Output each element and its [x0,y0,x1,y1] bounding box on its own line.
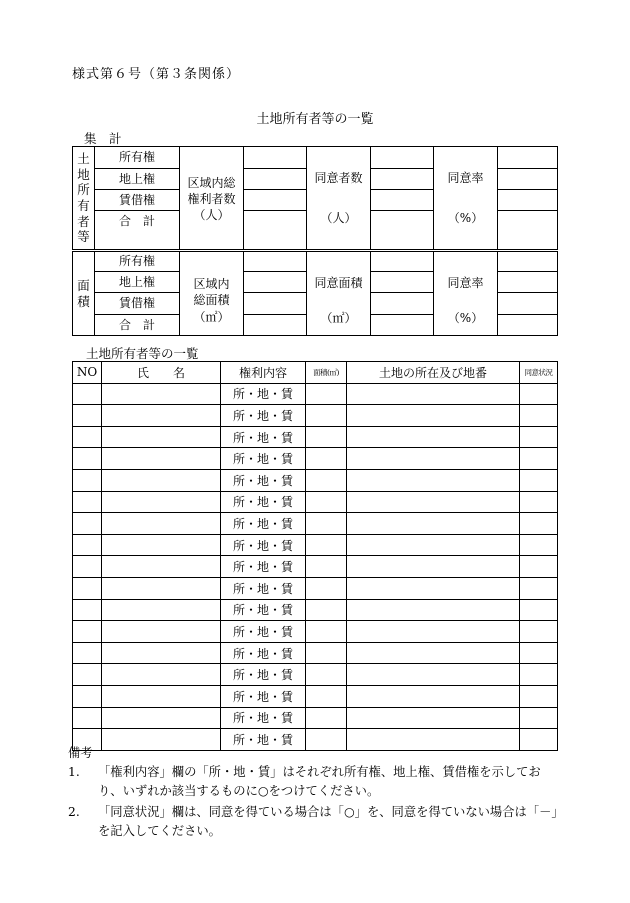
no-cell [73,448,102,470]
name-cell [102,599,221,621]
header-no: NO [73,362,102,384]
owners-total-cell [180,147,244,251]
notes-section [68,744,563,841]
no-cell [73,556,102,578]
area-cell [306,491,347,513]
name-cell [102,621,221,643]
right-type-label: 所有権 [95,147,180,169]
no-cell [73,469,102,491]
note-text: 「同意状況」欄は、同意を得ている場合は「○」を、同意を得ていない場合は「－」を記入してください。 [98,805,558,838]
no-cell [73,599,102,621]
no-cell [73,491,102,513]
location-cell [347,513,520,535]
right-type-label: 地上権 [95,272,180,293]
consent-cell [520,405,558,427]
rights-cell: 所・地・賃 [221,707,306,729]
notes-heading: 備考 [68,746,93,760]
table-row [73,556,558,578]
area-cell [306,534,347,556]
consent-cell [520,426,558,448]
location-cell [347,469,520,491]
table-row [73,469,558,491]
unit-label: （㎡） [193,309,230,324]
value-cell [498,293,558,315]
document-title: 土地所有者等の一覧 [256,112,374,127]
value-cell [244,147,307,169]
rights-cell: 所・地・賃 [221,599,306,621]
area-cell [306,577,347,599]
vertical-char: 面 [77,277,90,293]
area-rate-label: 同意率 [447,276,484,291]
location-cell [347,599,520,621]
value-cell [244,169,307,190]
location-cell [347,426,520,448]
location-cell [347,685,520,707]
label-line: 総面積 [193,293,230,308]
rights-cell: 所・地・賃 [221,729,306,751]
table-row [73,621,558,643]
value-cell [498,251,558,272]
name-cell [102,383,221,405]
rights-cell: 所・地・賃 [221,642,306,664]
unit-label: （人） [320,211,357,225]
value-cell [244,293,307,315]
area-cell [306,556,347,578]
consent-cell [520,469,558,491]
consent-cell [520,383,558,405]
header-rights: 権利内容 [221,362,306,384]
rights-cell: 所・地・賃 [221,621,306,643]
summary-heading: 集 計 [84,131,122,146]
unit-label: （%） [447,211,484,225]
table-row [73,383,558,405]
value-cell [498,211,558,251]
rights-cell: 所・地・賃 [221,577,306,599]
no-cell [73,621,102,643]
table-row [73,642,558,664]
value-cell [244,315,307,336]
location-cell [347,448,520,470]
rights-cell: 所・地・賃 [221,556,306,578]
consent-cell [520,513,558,535]
area-total-cell [180,251,244,336]
rights-cell: 所・地・賃 [221,534,306,556]
area-cell [306,685,347,707]
value-cell [371,251,434,272]
no-cell [73,685,102,707]
right-type-label: 地上権 [95,169,180,190]
header-name: 氏 名 [102,362,221,384]
name-cell [102,448,221,470]
rights-cell: 所・地・賃 [221,426,306,448]
form-number: 様式第６号（第３条関係） [72,67,241,82]
name-cell [102,577,221,599]
value-cell [244,251,307,272]
rights-cell: 所・地・賃 [221,491,306,513]
value-cell [371,169,434,190]
list-heading: 土地所有者等の一覧 [86,346,199,361]
table-row [73,707,558,729]
unit-label: （%） [447,310,484,325]
agree-area-label: 同意面積 [314,276,363,291]
value-cell [498,272,558,293]
table-row [73,491,558,513]
value-cell [498,147,558,169]
label-line: 区域内総 [187,175,236,190]
vertical-char: 地 [77,166,90,182]
table-row [73,599,558,621]
rate-label-cell [434,147,498,251]
area-rate-cell [434,251,498,336]
note-text: 「権利内容」欄の「所・地・賃」はそれぞれ所有権、地上権、賃借権を示しており、いずれか該当するものに○をつけてください。 [98,765,541,798]
rights-cell: 所・地・賃 [221,448,306,470]
consent-cell [520,707,558,729]
value-cell [498,315,558,336]
summary-table [72,146,558,336]
table-row [73,448,558,470]
header-consent: 同意状況 [520,362,558,384]
consent-cell [520,642,558,664]
value-cell [498,169,558,190]
no-cell [73,534,102,556]
table-row [73,664,558,686]
owner-list-table [72,361,558,751]
value-cell [371,190,434,211]
rights-cell: 所・地・賃 [221,469,306,491]
label-line: 区域内 [193,277,230,292]
name-cell [102,513,221,535]
no-cell [73,664,102,686]
note-item [68,763,563,801]
consent-cell [520,577,558,599]
vertical-char: 者 [77,213,90,229]
area-cell [306,599,347,621]
area-cell [306,405,347,427]
note-item [68,803,563,841]
agree-label-cell [307,147,371,251]
agree-area-cell [307,251,371,336]
rights-cell: 所・地・賃 [221,513,306,535]
area-vertical-label [73,251,95,336]
area-cell [306,448,347,470]
no-cell [73,577,102,599]
value-cell [498,190,558,211]
location-cell [347,642,520,664]
area-cell [306,642,347,664]
no-cell [73,642,102,664]
consent-cell [520,599,558,621]
name-cell [102,707,221,729]
no-cell [73,707,102,729]
table-row [73,577,558,599]
value-cell [371,272,434,293]
location-cell [347,707,520,729]
location-cell [347,664,520,686]
no-cell [73,405,102,427]
table-row [73,426,558,448]
value-cell [244,272,307,293]
rights-cell: 所・地・賃 [221,383,306,405]
area-cell [306,426,347,448]
name-cell [102,642,221,664]
consent-cell [520,685,558,707]
consent-cell [520,534,558,556]
name-cell [102,534,221,556]
note-number: 2. [68,805,80,819]
table-row [73,513,558,535]
right-type-label: 賃借権 [95,293,180,315]
header-area: 面積(㎡) [306,362,347,384]
total-label: 合 計 [95,211,180,251]
no-cell [73,426,102,448]
consent-cell [520,621,558,643]
vertical-char: 有 [77,198,90,213]
consent-cell [520,491,558,513]
name-cell [102,469,221,491]
owner-list-body [73,383,558,750]
area-cell [306,664,347,686]
location-cell [347,577,520,599]
value-cell [244,211,307,251]
rights-cell: 所・地・賃 [221,664,306,686]
right-type-label: 所有権 [95,251,180,272]
vertical-char: 積 [77,293,90,309]
value-cell [371,211,434,251]
agree-count-label: 同意者数 [314,170,363,185]
location-cell [347,491,520,513]
name-cell [102,685,221,707]
location-cell [347,556,520,578]
area-cell [306,621,347,643]
table-row [73,534,558,556]
value-cell [371,147,434,169]
name-cell [102,426,221,448]
no-cell [73,383,102,405]
label-line: 権利者数 [187,191,236,206]
right-type-label: 賃借権 [95,190,180,211]
location-cell [347,405,520,427]
total-holders-label [180,175,243,207]
total-area-label [180,276,243,308]
total-label: 合 計 [95,315,180,336]
area-cell [306,383,347,405]
table-row [73,405,558,427]
unit-label: （㎡） [320,310,357,325]
name-cell [102,405,221,427]
vertical-char: 等 [77,229,90,245]
name-cell [102,491,221,513]
owners-vertical-label [73,147,95,251]
location-cell [347,534,520,556]
no-cell [73,513,102,535]
area-cell [306,707,347,729]
value-cell [371,293,434,315]
consent-cell [520,448,558,470]
vertical-char: 所 [77,182,90,198]
note-number: 1. [68,765,80,779]
table-row [73,685,558,707]
area-cell [306,469,347,491]
value-cell [244,190,307,211]
consent-cell [520,664,558,686]
value-cell [371,315,434,336]
vertical-char: 土 [77,151,90,167]
name-cell [102,556,221,578]
area-cell [306,513,347,535]
location-cell [347,383,520,405]
rights-cell: 所・地・賃 [221,685,306,707]
unit-label: （人） [193,208,230,223]
name-cell [102,664,221,686]
consent-cell [520,556,558,578]
location-cell [347,621,520,643]
agree-rate-label: 同意率 [447,170,484,185]
rights-cell: 所・地・賃 [221,405,306,427]
header-location: 土地の所在及び地番 [347,362,520,384]
